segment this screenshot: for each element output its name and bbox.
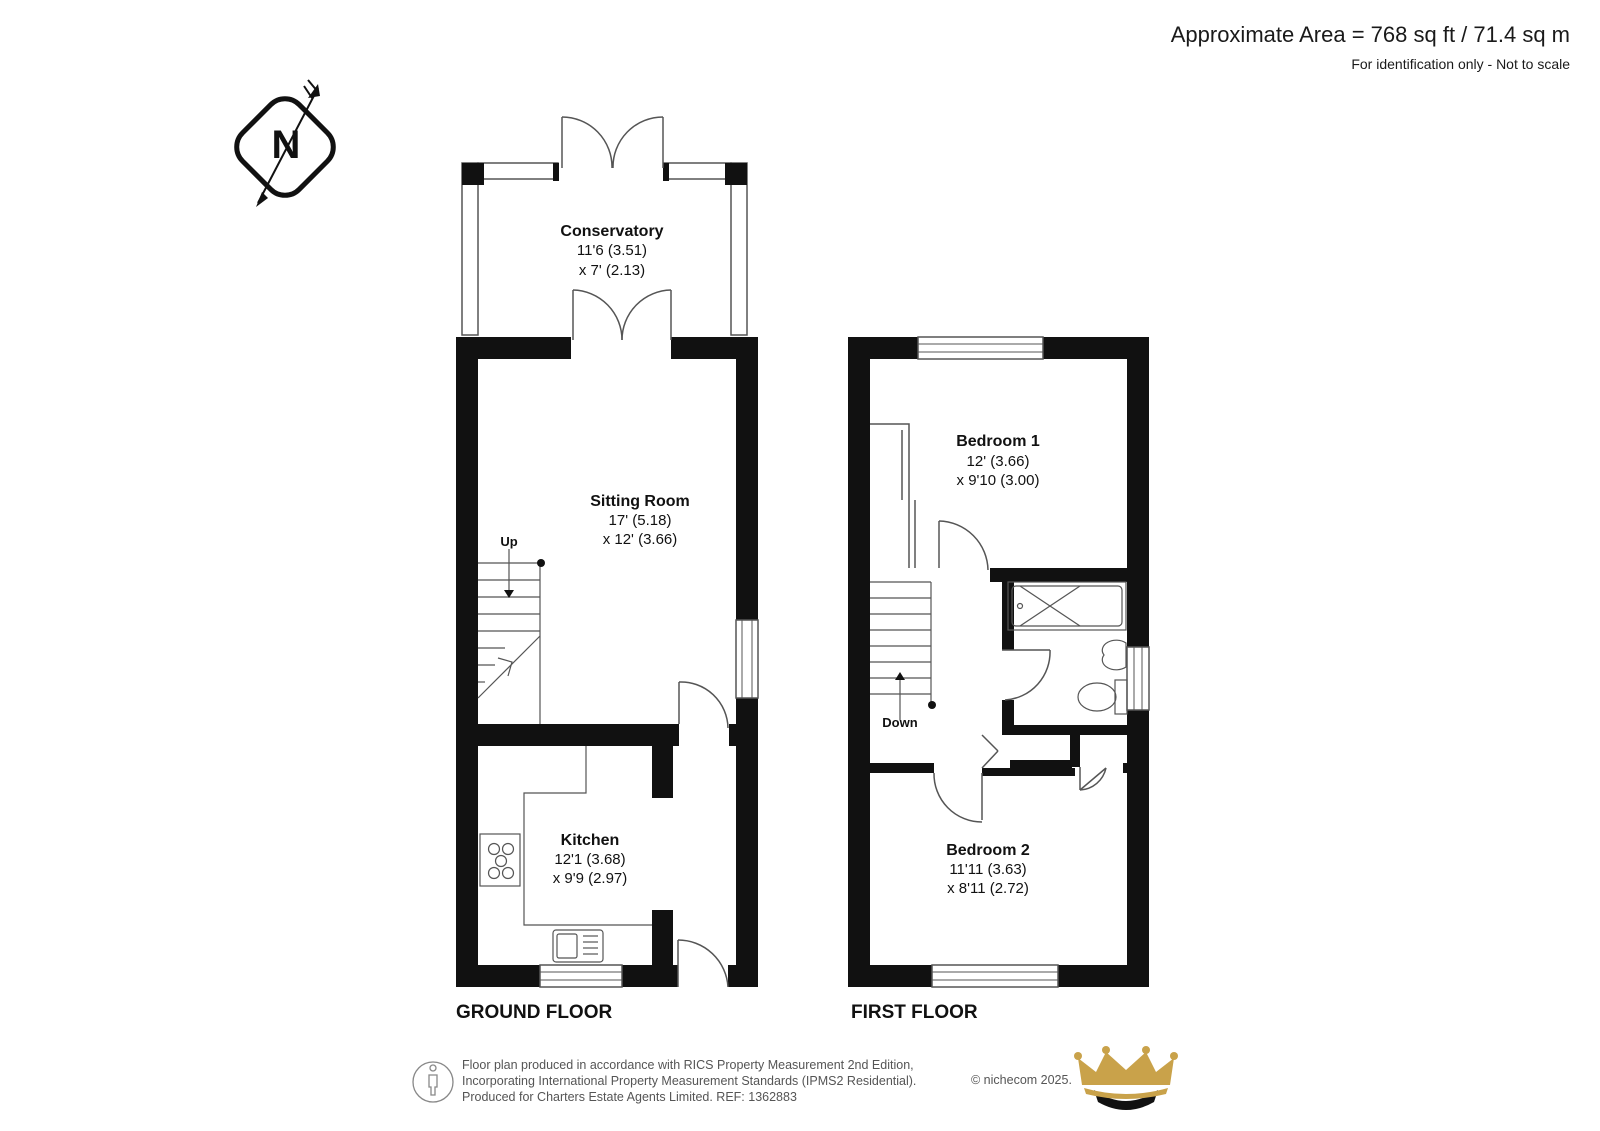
footer-line-2: Incorporating International Property Measurement Standards (IPMS2 Residential). [462, 1074, 917, 1088]
kitchen-window [540, 965, 622, 987]
kitchen-dim2: x 9'9 (2.97) [552, 870, 628, 887]
bedroom2-window [932, 965, 1058, 987]
kitchen-dim1: 12'1 (3.68) [554, 851, 626, 868]
ground-floor-label: GROUND FLOOR [456, 1002, 613, 1023]
sitting-room-dim1: 17' (5.18) [608, 512, 672, 529]
ground-stairs [478, 549, 540, 724]
compass-letter: N [271, 123, 301, 167]
ground-floor-plan [456, 117, 758, 1023]
front-door [678, 940, 728, 987]
footer-notes [462, 1057, 916, 1105]
bedroom1-name: Bedroom 1 [956, 433, 1040, 450]
first-stairs [870, 582, 931, 720]
footer-line-1: Floor plan produced in accordance with RICS Property Measurement 2nd Edition, [462, 1058, 914, 1072]
stairs-up-label: Up [500, 534, 518, 549]
wardrobe [870, 424, 915, 568]
stairs-down-label: Down [882, 715, 918, 730]
kitchen-name: Kitchen [560, 832, 620, 849]
bathroom-window [1127, 647, 1149, 710]
sitting-room-french-doors [573, 290, 671, 340]
conservatory-dim2: x 7' (2.13) [578, 262, 646, 279]
bedroom1-dim1: 12' (3.66) [966, 453, 1030, 470]
bedroom2-door [934, 773, 982, 822]
conservatory-french-doors [562, 117, 663, 168]
bedroom2-dim2: x 8'11 (2.72) [947, 880, 1029, 897]
arrow-up-icon [895, 672, 905, 680]
cupboard-door [982, 735, 998, 768]
storage-door [1080, 767, 1106, 790]
bedroom2-dim1: 11'11 (3.63) [949, 861, 1027, 878]
bedroom1-window [918, 337, 1043, 359]
bedroom1-dim2: x 9'10 (3.00) [956, 472, 1040, 489]
bedroom1-door [939, 521, 988, 570]
bathroom-door [1002, 650, 1050, 700]
hall-door [679, 682, 728, 728]
north-arrow-icon [228, 80, 341, 207]
first-floor-label: FIRST FLOOR [851, 1002, 978, 1023]
first-floor-plan [848, 337, 1149, 1023]
sitting-room-dim2: x 12' (3.66) [602, 531, 678, 548]
sitting-room-name: Sitting Room [590, 493, 690, 510]
approximate-area: Approximate Area = 768 sq ft / 71.4 sq m [1170, 22, 1570, 47]
conservatory-dim1: 11'6 (3.51) [576, 242, 648, 259]
person-icon [413, 1062, 453, 1102]
conservatory-name: Conservatory [560, 223, 664, 240]
sitting-room-window [736, 620, 758, 698]
ground-floor-walls [456, 337, 758, 987]
bedroom2-name: Bedroom 2 [946, 842, 1030, 859]
footer-line-3: Produced for Charters Estate Agents Limited. REF: 1362883 [462, 1090, 797, 1104]
scale-note: For identification only - Not to scale [1351, 56, 1570, 72]
footer-copyright: © nichecom 2025. [971, 1073, 1072, 1087]
crown-logo-icon [1074, 1046, 1178, 1110]
